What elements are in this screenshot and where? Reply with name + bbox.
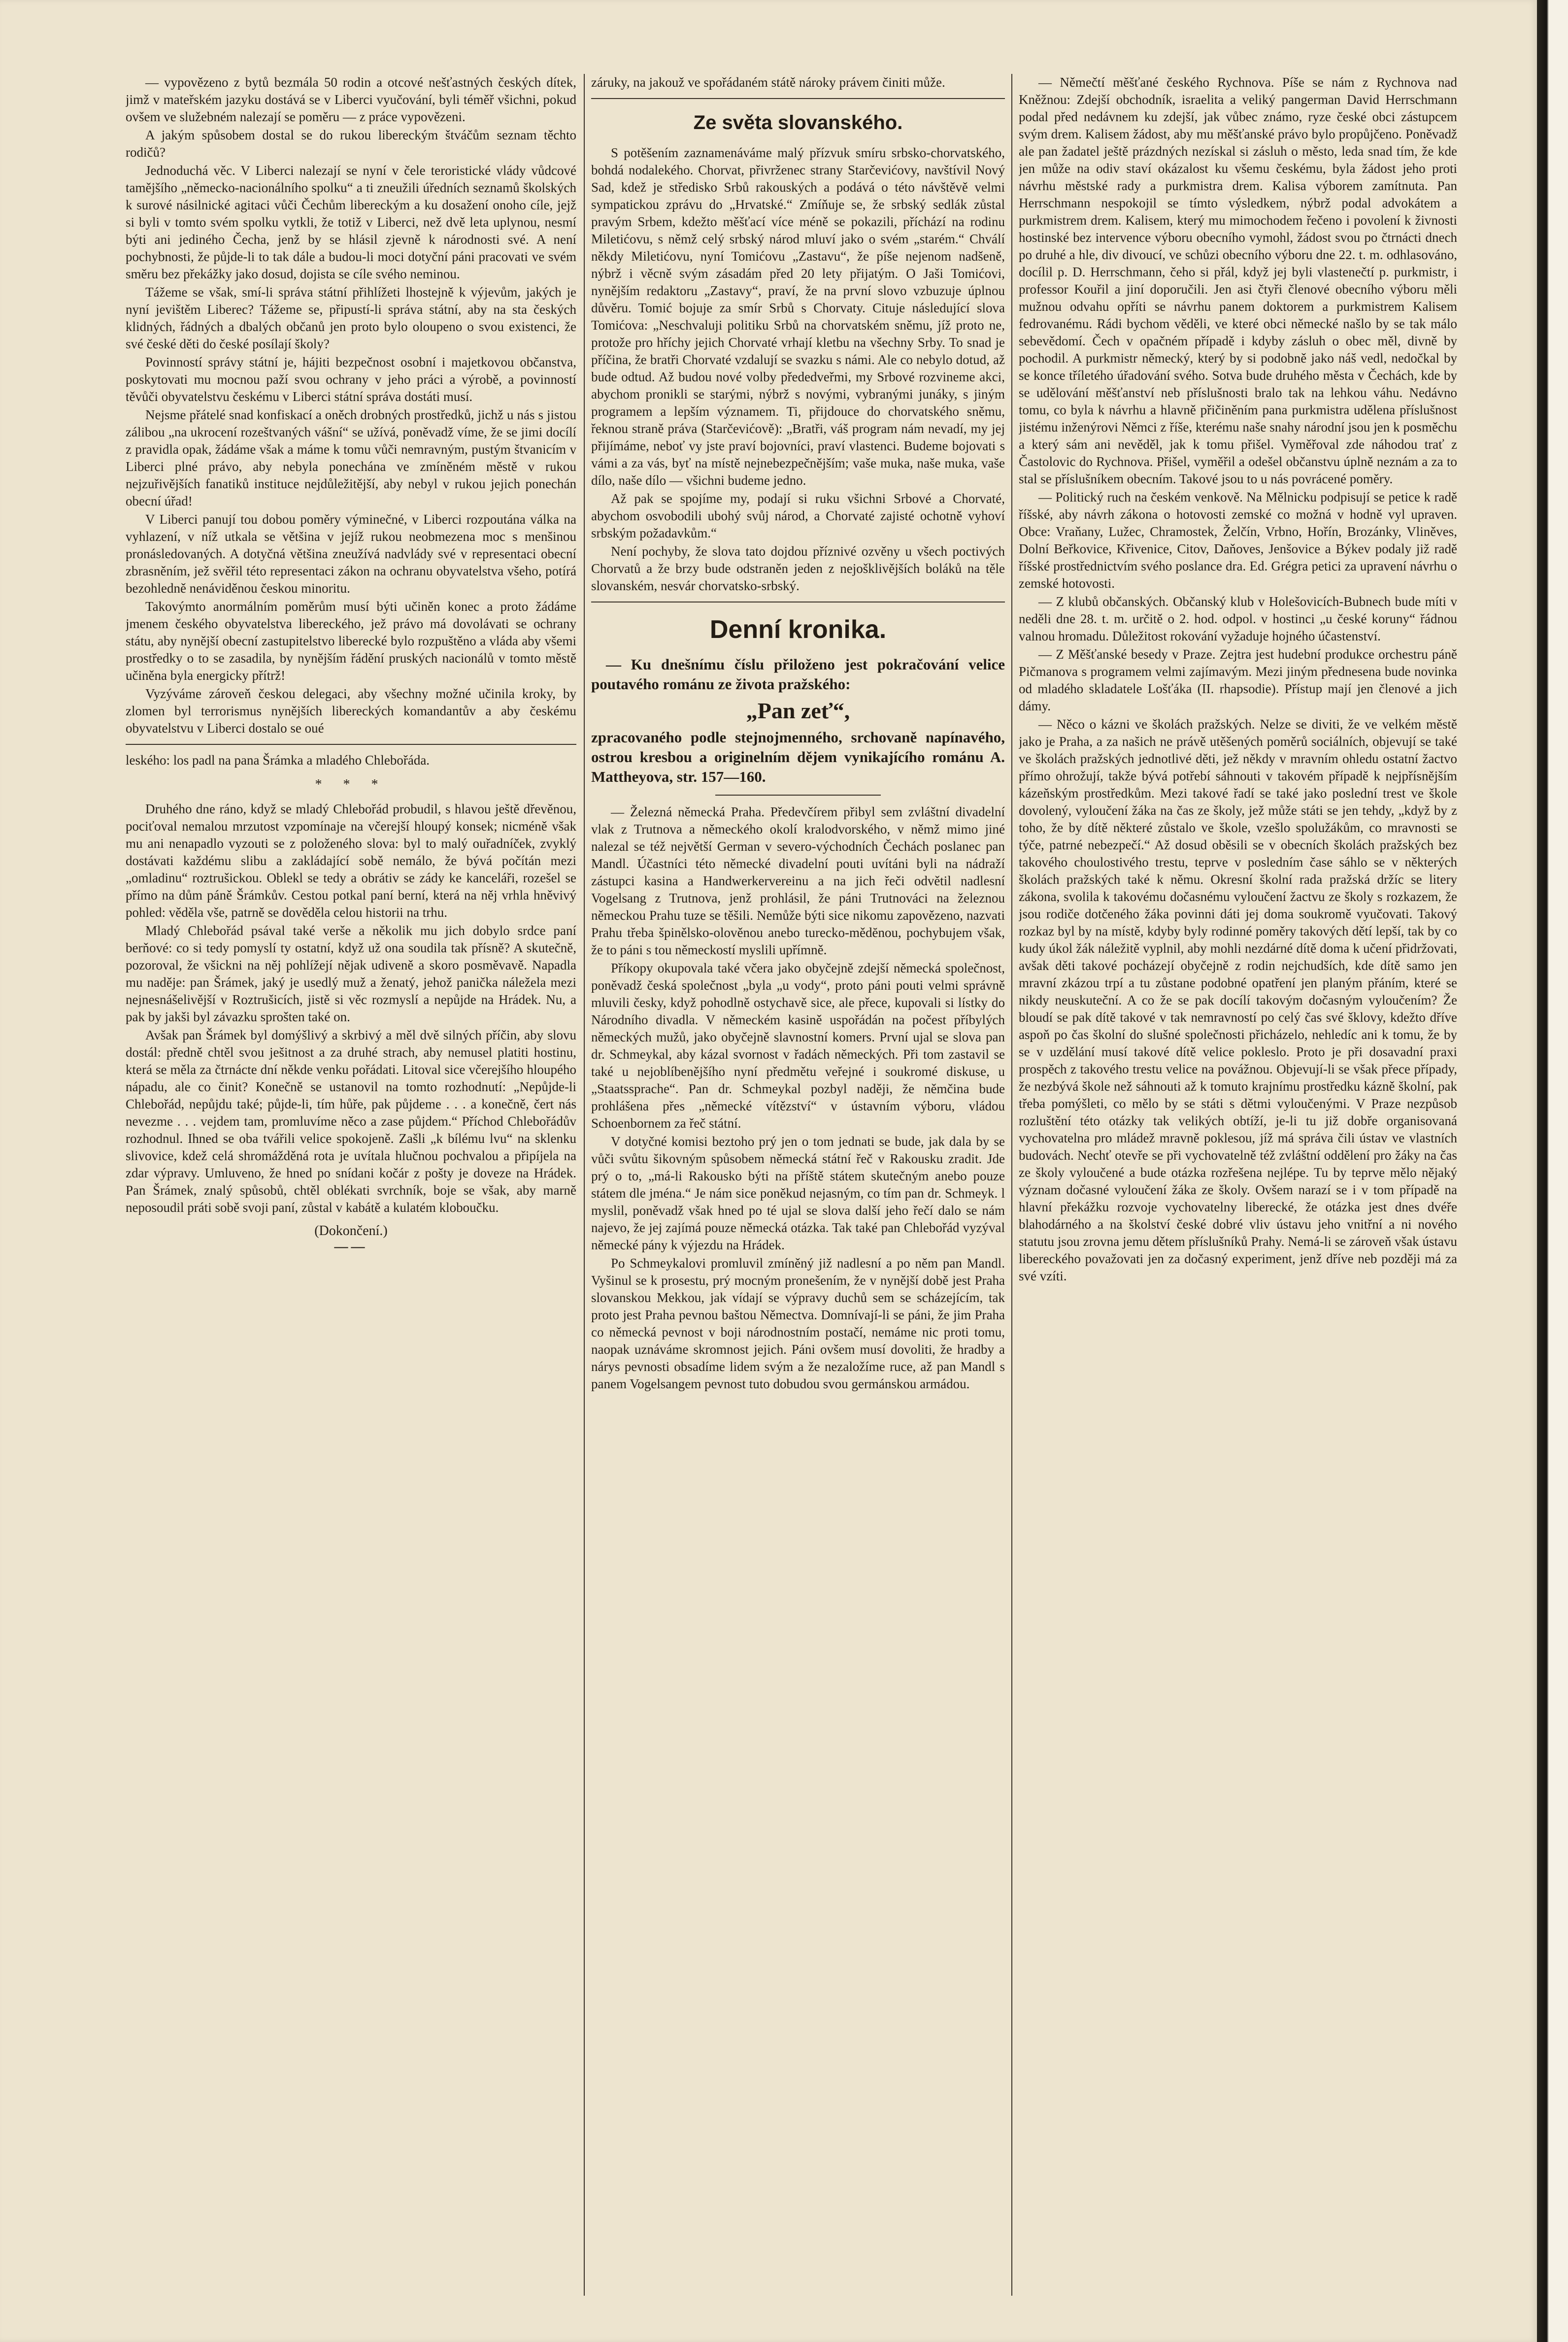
middle-intro-paragraph: záruky, na jakouž ve spořádaném státě nároky právem činiti může. bbox=[591, 75, 945, 90]
chronicle-paragraph-4: Po Schmeykalovi promluvil zmíněný již nadlesní a po něm pan Mandl. Vyšinul se k prosestu, prý mocným pronešením, že v nynější době jest Praha slovanskou Mekkou, jak vídají se výpravy duchů sem se scházejícím, tak proto jest Praha pevnou baštou Němectva. Domnívají-li se páni, že jim Praha co německá pevnost v boji národnostním postačí, nemáme nic proti tomu, naopak uznáváme skromnost jejich. Páni ovšem musí dovoliti, že hradby a nárys pevnosti obsadíme lidem svým a že nezaložíme ruce, až pan Mandl s panem Vogelsangem pevnost tuto dobudou svou germánskou armádou. bbox=[591, 1256, 1005, 1391]
feuilleton-paragraph-1: leského: los padl na pana Šrámka a mladého Chlebořáda. bbox=[126, 753, 430, 768]
section-stars-ornament: * * * bbox=[315, 777, 387, 792]
scan-binding-edge bbox=[1537, 0, 1568, 2342]
supplement-notice-details: zpracovaného podle stejnojmenného, srchovaně napínavého, ostrou kresbou a originelním dějem vynikajícího románu A. Mattheyova, str. 157—160. bbox=[591, 729, 1005, 785]
left-paragraph-3: Jednoduchá věc. V Liberci nalezají se nyní v čele teroristické vlády vůdcové tamějšího „německo-nacionálního spolku“ a ti zneužili úředních seznamů školských k surové násilnické agitaci vůči Čechům libereckým a ku dosažení onoho cíle, jejž si byli v tomto svém spolku vytkli, že totiž v Liberci, než dvě leta uplynou, nesmí býti ani jediného Čecha, jenž by se hlásil zjevně k národnosti své. A není pochybnosti, že půjde-li to tak dále a budou-li moci dotyční páni pracovati ve svém směru bez překážky jako dosud, dojista se cíle svého neminou. bbox=[126, 163, 576, 281]
notice-divider bbox=[715, 795, 881, 796]
right-paragraph-1: — Němečtí měšťané českého Rychnova. Píše se nám z Rychnova nad Kněžnou: Zdejší obchodník, israelita a veliký pangerman David Herrschmann podal před nedávnem ku zdejší, jak vůbec známo, ryze české obci zástupcem svým drem. Kalisem žádost, aby mu měšťanské právo bylo propůjčeno. Poněvadž ale pan žadatel ještě prázdných nezískal si zásluh o město, leda snad tím, že kde jen může na odiv staví okázalost ku všemu českému, byla žádost jeho proti návrhu městské rady a purkmistra drem. Kalisa výborem zamítnuta. Pan Herrschmann nespokojil se tímto výsledkem, nýbrž podal advokátem a purkmistrem drem. Kalisem, který mu mimochodem řečeno i povolení k živnosti hostinské bez intervence výboru obecního vymohl, žádost svou po čtrnácti dnech po druhé a hle, div divoucí, ve schůzi obecního výboru dne 22. t. m. odhlasováno, docílil p. D. Herrschmann, čeho si přál, když jej byli vlastenečtí p. purkmistr, i professor Kouřil a jiní doporučili. Jen asi čtyři členové obecního výboru měli mužnou odvahu opříti se návrhu panem doktorem a purkmistrem Kalisem fedrovanému. Rádi bychom věděli, ve které obci německé našlo by se tak málo sebevědomí. Čech v opačném případě i kdyby zásluh o obec měl, divně by pochodil. A purkmistr německý, který by si podobně jako náš vedl, nedočkal by se konce tříletého úřadování svého. Sotva bude druhého města v Čechách, kde by se udělování měšťanství neb příslušnosti bralo tak na lehkou váhu. Nedávno tomu, co byla k návrhu a hlavně přičiněním pana purkmistra udělena příslušnost jistému inženýrovi Němci z říše, kterému naše snahy národní jsou jen k posměchu a který sám ani nevěděl, jak k tomu přišel. Vyměřoval zde náhodou trať z Častolovic do Rychnova. Přišel, vyměřil a odešel občanstvu úplně neznám a za to stal se příslušníkem obecním. Takové jsou to u nás povrácené poměry. bbox=[1019, 75, 1457, 486]
feuilleton-paragraph-4: Avšak pan Šrámek byl domýšlivý a skrbivý a měl dvě silných příčin, aby slovu dostál: předně chtěl svou ješitnost a za druhé strach, aby nemusel platiti hostinu, která se měla za čtrnácte dní někde venku pořádati. Litoval sice včerejšího hloupého nápadu, ale co činit? Konečně se ustanovil na tomto rozhodnutí: „Nepůjde-li Chlebořád, nepůjdu také; půjde-li, tím hůře, pak půjdeme . . . a konečně, čert nás nevezme . . . vejdem tam, promluvíme něco a zase půjdem.“ Příchod Chlebořádův rozhodnul. Ihned se oba tvářili velice spokojeně. Zašli „k bílému lvu“ na sklenku slivovice, kdež celá shromážděná rota je uvítala hlučnou pochvalou a připíjela na zdar výpravy. Umluveno, že hned po snídani kočár z pošty je doveze na Hrádek. Pan Šrámek, znalý spůsobů, chtěl oblékati svrchník, boje se však, aby marně neposoudil práti sobě svoji paní, zůstal v kabátě a kulatém kloboučku. bbox=[126, 1028, 576, 1215]
right-paragraph-3: — Z klubů občanských. Občanský klub v Holešovicích-Bubnech bude míti v neděli dne 28. t. m. určitě o 2. hod. odpol. v hostinci „u české koruny“ řádnou valnou hromadu. Důležitost rokování vyžaduje hojného účastenství. bbox=[1019, 594, 1457, 643]
left-paragraph-4: Tážeme se však, smí-li správa státní přihlížeti lhostejně k výjevům, jakých je nyní jevištěm Liberec? Tážeme se, připustí-li správa státní, aby na sta českých klidných, řádných a dbalých občanů jen proto bylo oloupeno o svou existenci, že své české děti do české posílají školy? bbox=[126, 285, 576, 351]
to-be-continued-note: (Dokončení.) bbox=[314, 1223, 388, 1238]
column-rule-left bbox=[584, 74, 585, 2296]
left-paragraph-2: A jakým spůsobem dostal se do rukou libereckým štváčům seznam těchto rodičů? bbox=[126, 128, 576, 160]
slavic-paragraph-1: S potěšením zaznamenáváme malý přízvuk smíru srbsko-chorvatského, bohdá nodalekého. Chorvat, přivrženec strany Starčevićovy, navštívil Nový Sad, kdež je středisko Srbů rakouských a podává o této návštěvě velmi sympatickou zprávu do „Hrvatské.“ Zmíňuje se, že srbský sedlák zůstal pravým Srbem, kdežto měšťací více méně se pokazili, příchází na rodinu Miletićovu, s němž celý srbský národ mluví jako o svém „starém.“ Chválí někdy Miletićovu, nyní Tomićovu „Zastavu“, že píše nejenom nadšeně, nýbrž i věcně svým zásadám před 20 lety přijatým. O Jaši Tomićovi, nynějším redaktoru „Zastavy“, praví, že na první slovo vzbuzuje úplnou důvěru. Tomić bojuje za smír Srbů s Chorvaty. Cituje následující slova Tomićova: „Neschvaluji politiku Srbů na chorvatském sněmu, jíž proto ne, protože pro hříchy jejich Chorvaté vrhají kletbu na všechny Srby. To snad je příčina, že bratři Chorvaté vzdalují se svazku s námi. Ale co nebylo dotud, až bude odtud. Až budou nové volby přededveřmi, my Srbové rozvineme akci, abychom pronikli se starými, nýbrž s novými, vybranými junáky, s jiným programem a lepším významem. Ti, přijdouce do chorvatského sněmu, řeknou straně práva (Starčevićově): „Bratři, váš program nám nevadí, my jej přijímáme, neboť vy jste praví bojovníci, praví vlastenci. Budeme bojovati s vámi a za vás, byť na místě nejnebezpečnějším; vaše muka, naše muka, vaše dílo, naše dílo — všichni budeme jedno. bbox=[591, 145, 1005, 488]
chronicle-paragraph-3: V dotyčné komisi beztoho prý jen o tom jednati se bude, jak dala by se vůči svůtu šikovným spůsobem německá státní řeč v Rakousku zradit. Jde prý o to, „má-li Rakousko býti na příště státem skutečným anebo pouze státem dle jména.“ Je nám sice poněkud nejasným, co tím pan dr. Schmeyk. l myslil, poněvadž však hned po té ujal se slova další jeho řečí dalo se nám najevo, že jej zajímá pouze německá otázka. Tak také pan Chlebořád vyzýval německé pány k výjezdu na Hrádek. bbox=[591, 1134, 1005, 1252]
chronicle-paragraph-2: Příkopy okupovala také včera jako obyčejně zdejší německá společnost, poněvadž česká společnost „byla „u vody“, proto páni pouti velmi správně mluvili česky, když pohodlně ostychavě sice, ale přece, kupovali si lístky do Národního divadla. V německém kasině uspořádán na počest příbylých německých mužů, jako obyčejně slavnostní komers. První ujal se slova pan dr. Schmeykal, aby kázal svornost v řadách německých. Při tom zastavil se také u nejoblíbenějšího nyní předmětu veřejné i soukromé diskuse, u „Staatssprache“. Pan dr. Schmeykal pozbyl naději, že němčina bude prohlášena přes „německé vítězství“ v ústavním výboru, vládou Schoenbornem za řeč státní. bbox=[591, 961, 1005, 1131]
slavic-paragraph-2: Až pak se spojíme my, podají si ruku všichni Srbové a Chorvaté, abychom osvobodili ubohý svůj národ, a Chorvaté zajisté ochotně vyhoví srbským požadavkům.“ bbox=[591, 491, 1005, 540]
feuilleton-paragraph-3: Mladý Chlebořád psával také verše a několik mu jich dobylo srdce paní berňové: co si tedy pomyslí ty ostatní, když už ona soudila tak přísně? A skutečně, pozoroval, že všickni na něj pohlížejí nějak udiveně a skoro posměvavě. Napadla mu naděje: pan Šrámek, jaký je usedlý muž a ženatý, jehož panička náležela mezi nejnesnášelivější v Roztrušicích, jistě si věc rozmyslí a nepůjde na Hrádek. Nu, a pak by jakši byl závazku sprošten také on. bbox=[126, 923, 576, 1024]
column-rule-right bbox=[1011, 74, 1012, 2296]
feuilleton-divider bbox=[126, 744, 576, 745]
slavic-paragraph-3: Není pochyby, že slova tato dojdou příznivé ozvěny u všech poctivých Chorvatů a že brzy bude odstraněn jeden z nejošklivějších boláků na těle slovanském, nesvár chorvatsko-srbský. bbox=[591, 544, 1005, 593]
column-left bbox=[126, 74, 576, 2306]
right-paragraph-5: — Něco o kázni ve školách pražských. Nelze se diviti, že ve velkém městě jako je Praha, a za našich ne právě utěšených poměrů sociálních, objevují se také ve školách pražských jednotlivé děti, jež někdy v mravním ohledu ostatní žactvo přímo ohrožují, takže bývá potřebí sáhnouti v takovém případě k nejpřísnějším kázeňským prostředkům. Mezi takové řadí se také jako poslední trest ve škole dovolený, vyloučení žáka na čas ze školy, jež může státi se jen tehdy, „když by z toho, že by dítě některé zůstalo ve škole, vzešlo spolužákům, co mravnosti se týče, patrné nebezpečí.“ Až dosud oběsili se v obecních školách pražských bez takového choulostivého trestu, teprve v posledním čase sáhlo se v některých školách pražských také k němu. Okresní školní rada pražská držíc se litery zákona, svolila k takovému dočasnému vyloučení žactvu ze školy s rozkazem, že jsou rodiče dotčeného žáka povinni dáti jej doma soukromě vyučovati. Takový rozkaz byl by na místě, kdyby byly rodinné poměry takových dětí lepší, tak by co kudy úkol žák náležitě vyplnil, aby mohli nezdárné dítě doma k učení přidržovati, avšak děti takové pocházejí obyčejně z rodin nejchudších, kde dítě samo jen mravní zkázou trpí a tu zůstane podobné opatření jen planým přáním, které se nikdy neuskuteční. A co že se pak docílí takovým dočasným vyloučením? Že bloudí se pak dítě takové v tak nemravností po celý čas své šklovy, kdežto dříve aspoň po čas školní do slušné společnosti přicházelo, nehledíc ani k tomu, že by se v uzdělání musí takové dítě velice pokleslo. Proto je při dosavadní praxi prospěch z takového trestu velice na povážnou. Objevují-li se však přece případy, že nezbývá škole než sáhnouti až k tomuto krajnímu prostředku kázně školní, pak třeba pomýšleti, co mělo by se státi s dětmi vyloučenými. V Praze nezpůsob rozluštění této otázky tak velikých obtíží, je-li tu již dobře organisovaná vychovatelna pro mládež mravně poklesou, jíž má správa čili ústav ve vlastních budovách. Nechť otevře se při vychovatelně též zvláštní oddělení pro žáky na čas ze školy vyloučené a bude otázka rozřešena nejlépe. Tu by teprve mělo nějaký význam dočasné vyloučení žáka ze školy. Ovšem narazí se i v tom případě na hlavní překážku rozvoje vychovatelny liberecké, že otázka jest dnes dvéře blahodárného a na školství české dobré vliv ústavu jeho vnitřní a ni nového statutu jsou zrovna jemu dětem příslušníků Prahy. Nemá-li se zároveň však ústavu libereckého považovati jen za dočasný experiment, jenž dříve neb později má za své vzíti. bbox=[1019, 717, 1457, 1283]
section-heading-daily-chronicle: Denní kronika. bbox=[709, 615, 887, 644]
left-paragraph-6: Nejsme přátelé snad konfiskací a oněch drobných prostředků, jichž u nás s jistou zálibou „na ukrocení rozeštvaných vášní“ se užívá, poněvadž víme, že se jimi docílí z pravidla opak, žádáme však a máme k tomu vůči nemravným, pustým štvanicím v Liberci plné právo, aby nebyla ponechána ve zmíněném městě v rukou nejzuřivějších fanatiků instituce nejdůležitější, aby nebyl v rukou jejich ponechán obecní úřad! bbox=[126, 407, 576, 508]
chronicle-paragraph-1: — Železná německá Praha. Předevčírem přibyl sem zvláštní divadelní vlak z Trutnova a německého okolí kralodvorského, v němž mimo jiné nalezal se též největší German v severo-východních Čechách poslanec pan Mandl. Účastníci této německé divadelní pouti uvítáni byli na nádraží zástupci kasina a Handwerkervereinu a na jich řeči odvětil nadlesní Vogelsang z Trutnova, jenž prohlásil, že páni Trutnováci na železnou německou Prahu tuze se těšili. Nemůže býti sice nikomu zapovězeno, nazvati Prahu třeba špinělsko-olověnou anebo turecko-mědĕnou, pochybujem však, že to páni s tou německostí myslili upřímně. bbox=[591, 804, 1005, 957]
right-paragraph-2: — Politický ruch na českém venkově. Na Mělnicku podpisují se petice k radě říšské, aby návrh zákona o hotovosti zemské co možná v hodně vyl upraven. Obce: Vraňany, Lužec, Chramostek, Želčín, Vrbno, Hořín, Brozánky, Vliněves, Dolní Beřkovice, Křivenice, Citov, Daňoves, Jenšovice a Býkev podaly již radě říšské prostřednictvím svého poslance dra. Ed. Grégra petici za upravení návrhu o zemské hotovosti. bbox=[1019, 490, 1457, 591]
right-paragraph-4: — Z Měšťanské besedy v Praze. Zejtra jest hudební produkce orchestru páně Pičmanova s programem velmi zajímavým. Mezi jiným přednesena bude novinka od mladého skladatele Lošťáka (II. rhapsodie). Přístup mají jen členové a jich dámy. bbox=[1019, 647, 1457, 713]
section-heading-slavic-world: Ze světa slovanského. bbox=[693, 112, 903, 134]
left-paragraph-8: Takovýmto anormálním poměrům musí býti učiněn konec a proto žádáme jmenem českého obyvatelstva libereckého, jež právo má dovolávati se ochrany státu, aby nynější obecní zastupitelstvo liberecké bylo rozpuštěno a vláda aby všemi prostředky o to se zasadila, by nynějším řádění pruských nacionálů v tomto městě učiněna byla energicky přítrž! bbox=[126, 599, 576, 683]
left-paragraph-9: Vyzýváme zároveň českou delegaci, aby všechny možné učinila kroky, by zlomen byl terrorismus nynějších libereckých komandantův a aby českému obyvatelstvu v Liberci dostalo se oué bbox=[126, 686, 576, 736]
section-divider bbox=[591, 98, 1005, 99]
left-paragraph-7: V Liberci panují tou dobou poměry výminečné, v Liberci rozpoutána válka na vyhlazení, v níž utkala se většina v jejíž rukou neobmezena moc s menšinou pronásledovaných. A dotyčná většina zneužívá nadvlády své v representaci obecní zbrasněním, jež svěřil této representaci zákon na ochranu obyvatelstva všeho, potírá bezohledně nenáviděnou českou minoritu. bbox=[126, 512, 576, 596]
supplement-notice-lead: — Ku dnešnímu číslu přiloženo jest pokračování velice poutavého románu ze života pražského: bbox=[591, 656, 1005, 693]
left-paragraph-1: — vypovězeno z bytů bezmála 50 rodin a otcové nešťastných českých dítek, jimž v mateřském jazyku dostává se v Liberci vyučování, byli téměř všichni, pokud ovšem ve služebném nalezají se poměru — z práce vypovězeni. bbox=[126, 75, 576, 124]
feuilleton-paragraph-2: Druhého dne ráno, když se mladý Chlebořád probudil, s hlavou ještě dřevěnou, pociťoval nemalou mrzutost vzpomínaje na včerejší hloupý konsek; nicméně však mu ani nenapadlo vyzouti se z položeného slova: byl to malý ouřadníček, zvyklý dostávati každému slibu a zakládající sobě nemálo, že bývá počítán mezi „omladinu“ roztrušickou. Oblekl se tedy a obrátiv se zády ke kanceláři, rozešel se přímo na dům páně Šrámkův. Cestou potkal paní berní, která na něj vrhla hněvivý pohled: věděla vše, patrně se dověděla celou historii na trhu. bbox=[126, 802, 576, 920]
left-paragraph-5: Povinností správy státní je, hájiti bezpečnost osobní i majetkovou občanstva, poskytovati mu mocnou paží svou ochrany v jeho práci a výrobě, a povinností těvůči obyvatelstvu českému v Liberci státní správa dostáti musí. bbox=[126, 355, 576, 404]
column-right bbox=[1019, 74, 1457, 2306]
novel-title: „Pan zeť“, bbox=[746, 698, 850, 723]
end-mark: —— bbox=[334, 1239, 368, 1254]
column-middle bbox=[591, 74, 1005, 2306]
